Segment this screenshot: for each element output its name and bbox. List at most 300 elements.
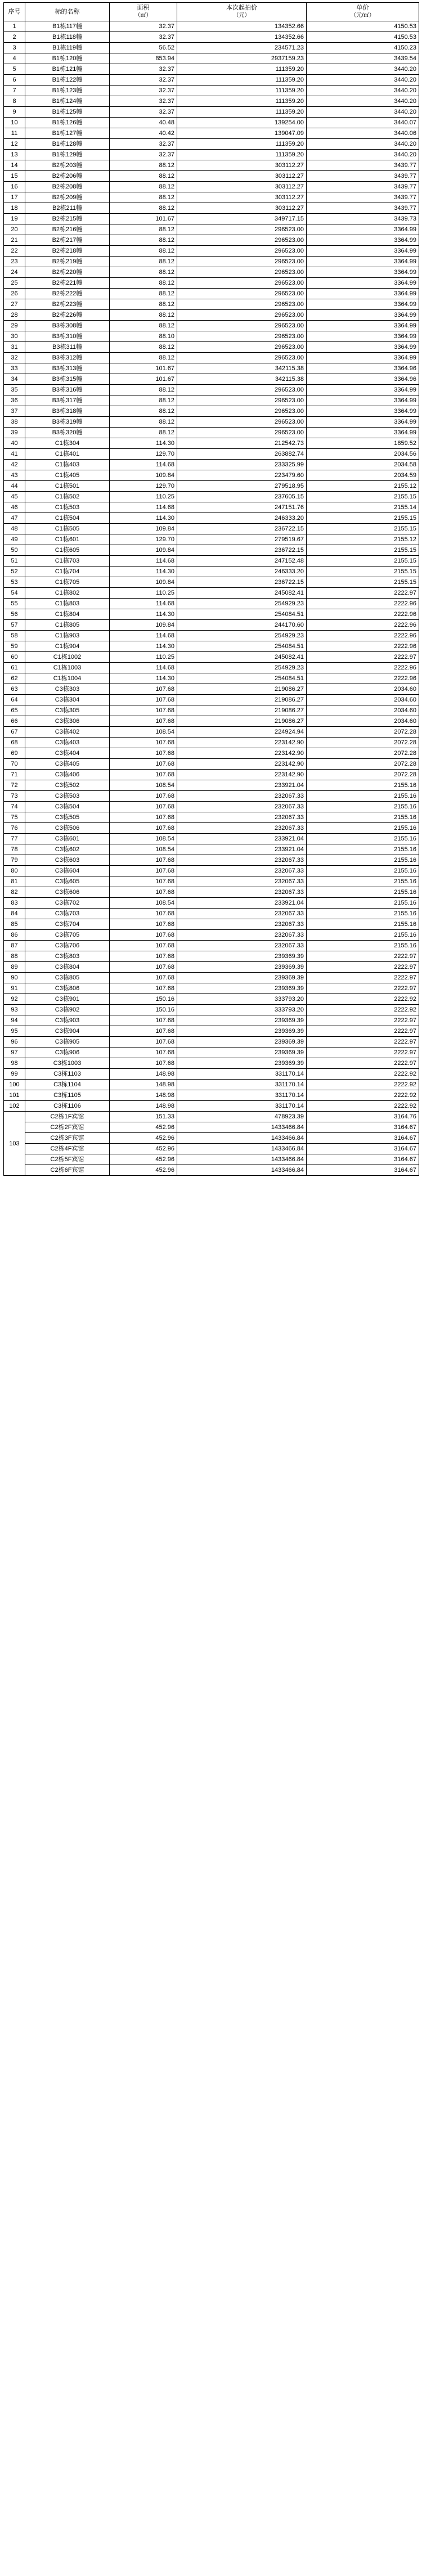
cell-starting-price: 111359.20 bbox=[177, 107, 307, 118]
table-row bbox=[4, 278, 419, 289]
cell-unit-price: 2155.16 bbox=[307, 930, 419, 941]
table-row bbox=[4, 1101, 419, 1112]
cell-property-name: B1栋120幢 bbox=[25, 53, 110, 64]
cell-property-name: C1栋601 bbox=[25, 534, 110, 545]
table-row bbox=[4, 844, 419, 855]
cell-index: 73 bbox=[4, 791, 25, 802]
cell-property-name: B1栋129幢 bbox=[25, 150, 110, 160]
cell-unit-price: 2222.97 bbox=[307, 1026, 419, 1037]
cell-index: 59 bbox=[4, 641, 25, 652]
cell-unit-price: 2222.96 bbox=[307, 609, 419, 620]
cell-index: 27 bbox=[4, 299, 25, 310]
cell-unit-price: 3440.20 bbox=[307, 107, 419, 118]
header-sub-starting-price: （元） bbox=[233, 12, 250, 19]
table-row bbox=[4, 812, 419, 823]
cell-unit-price: 3440.07 bbox=[307, 118, 419, 128]
cell-area: 114.68 bbox=[110, 631, 177, 641]
table-row bbox=[4, 909, 419, 919]
header-main-name: 标的名称 bbox=[55, 8, 80, 15]
cell-property-name: C3栋703 bbox=[25, 909, 110, 919]
cell-starting-price: 219086.27 bbox=[177, 716, 307, 727]
cell-index: 23 bbox=[4, 257, 25, 267]
cell-property-name: C2栋1F宾馆 bbox=[25, 1112, 110, 1122]
cell-starting-price: 245082.41 bbox=[177, 588, 307, 599]
cell-unit-price: 3364.99 bbox=[307, 406, 419, 417]
cell-starting-price: 303112.27 bbox=[177, 182, 307, 192]
cell-area: 129.70 bbox=[110, 481, 177, 492]
cell-index: 100 bbox=[4, 1080, 25, 1090]
cell-starting-price: 296523.00 bbox=[177, 385, 307, 395]
cell-unit-price: 2072.28 bbox=[307, 770, 419, 780]
table-row bbox=[4, 983, 419, 994]
table-row bbox=[4, 631, 419, 641]
cell-area: 114.68 bbox=[110, 599, 177, 609]
cell-property-name: C2栋4F宾馆 bbox=[25, 1144, 110, 1154]
header-main-index: 序号 bbox=[8, 8, 21, 15]
cell-area: 40.42 bbox=[110, 128, 177, 139]
column-header-unit-price bbox=[307, 3, 419, 21]
cell-unit-price: 2155.15 bbox=[307, 513, 419, 524]
cell-property-name: B1栋117幢 bbox=[25, 21, 110, 32]
cell-property-name: B1栋124幢 bbox=[25, 96, 110, 107]
table-row bbox=[4, 802, 419, 812]
cell-starting-price: 111359.20 bbox=[177, 139, 307, 150]
cell-property-name: C1栋401 bbox=[25, 449, 110, 460]
cell-property-name: B1栋128幢 bbox=[25, 139, 110, 150]
cell-unit-price: 2155.14 bbox=[307, 502, 419, 513]
cell-area: 107.68 bbox=[110, 1058, 177, 1069]
cell-starting-price: 254084.51 bbox=[177, 641, 307, 652]
cell-starting-price: 236722.15 bbox=[177, 577, 307, 588]
cell-property-name: B2栋218幢 bbox=[25, 246, 110, 257]
cell-area: 109.84 bbox=[110, 524, 177, 534]
cell-area: 88.12 bbox=[110, 160, 177, 171]
table-row bbox=[4, 32, 419, 43]
cell-index: 38 bbox=[4, 417, 25, 428]
cell-property-name: C1栋501 bbox=[25, 481, 110, 492]
cell-starting-price: 296523.00 bbox=[177, 235, 307, 246]
cell-index: 19 bbox=[4, 214, 25, 224]
cell-property-name: B3栋308幢 bbox=[25, 321, 110, 331]
table-row bbox=[4, 1037, 419, 1048]
cell-unit-price: 2222.92 bbox=[307, 1080, 419, 1090]
cell-property-name: B1栋118幢 bbox=[25, 32, 110, 43]
cell-property-name: C1栋903 bbox=[25, 631, 110, 641]
cell-unit-price: 3364.99 bbox=[307, 299, 419, 310]
cell-area: 101.67 bbox=[110, 214, 177, 224]
cell-property-name: B1栋121幢 bbox=[25, 64, 110, 75]
table-row bbox=[4, 1080, 419, 1090]
cell-index: 62 bbox=[4, 673, 25, 684]
cell-unit-price: 3164.67 bbox=[307, 1122, 419, 1133]
cell-area: 109.84 bbox=[110, 620, 177, 631]
cell-area: 32.37 bbox=[110, 75, 177, 86]
cell-area: 88.12 bbox=[110, 342, 177, 353]
cell-unit-price: 2222.92 bbox=[307, 1090, 419, 1101]
cell-starting-price: 111359.20 bbox=[177, 64, 307, 75]
cell-starting-price: 223142.90 bbox=[177, 738, 307, 748]
cell-starting-price: 296523.00 bbox=[177, 353, 307, 363]
cell-property-name: C1栋703 bbox=[25, 556, 110, 567]
cell-unit-price: 4150.53 bbox=[307, 32, 419, 43]
table-row bbox=[4, 1090, 419, 1101]
table-row bbox=[4, 310, 419, 321]
cell-index: 103 bbox=[4, 1112, 25, 1176]
cell-starting-price: 246333.20 bbox=[177, 513, 307, 524]
cell-index: 67 bbox=[4, 727, 25, 738]
cell-property-name: C3栋506 bbox=[25, 823, 110, 834]
cell-unit-price: 2155.16 bbox=[307, 802, 419, 812]
table-row bbox=[4, 460, 419, 470]
cell-property-name: B2栋206幢 bbox=[25, 171, 110, 182]
cell-area: 88.12 bbox=[110, 224, 177, 235]
table-row bbox=[4, 823, 419, 834]
cell-unit-price: 2155.15 bbox=[307, 556, 419, 567]
cell-area: 107.68 bbox=[110, 919, 177, 930]
cell-property-name: B1栋127幢 bbox=[25, 128, 110, 139]
table-row bbox=[4, 1048, 419, 1058]
cell-unit-price: 2222.97 bbox=[307, 1037, 419, 1048]
cell-starting-price: 478923.39 bbox=[177, 1112, 307, 1122]
cell-area: 107.68 bbox=[110, 738, 177, 748]
cell-index: 72 bbox=[4, 780, 25, 791]
table-row bbox=[4, 780, 419, 791]
cell-starting-price: 239369.39 bbox=[177, 951, 307, 962]
cell-unit-price: 2034.60 bbox=[307, 705, 419, 716]
cell-property-name: C2栋5F宾馆 bbox=[25, 1154, 110, 1165]
cell-property-name: C1栋802 bbox=[25, 588, 110, 599]
table-row bbox=[4, 118, 419, 128]
cell-area: 109.84 bbox=[110, 470, 177, 481]
cell-property-name: C3栋404 bbox=[25, 748, 110, 759]
cell-area: 88.12 bbox=[110, 192, 177, 203]
cell-starting-price: 236722.15 bbox=[177, 545, 307, 556]
cell-index: 61 bbox=[4, 663, 25, 673]
table-row bbox=[4, 342, 419, 353]
cell-unit-price: 2155.15 bbox=[307, 492, 419, 502]
cell-index: 54 bbox=[4, 588, 25, 599]
cell-starting-price: 234571.23 bbox=[177, 43, 307, 53]
cell-index: 4 bbox=[4, 53, 25, 64]
table-row bbox=[4, 160, 419, 171]
cell-starting-price: 263882.74 bbox=[177, 449, 307, 460]
cell-index: 11 bbox=[4, 128, 25, 139]
cell-unit-price: 3440.20 bbox=[307, 139, 419, 150]
cell-index: 36 bbox=[4, 395, 25, 406]
header-main-area: 面积 bbox=[137, 5, 150, 11]
cell-property-name: C1栋1002 bbox=[25, 652, 110, 663]
cell-unit-price: 2155.16 bbox=[307, 898, 419, 909]
cell-index: 34 bbox=[4, 374, 25, 385]
cell-property-name: C1栋1004 bbox=[25, 673, 110, 684]
cell-starting-price: 224924.94 bbox=[177, 727, 307, 738]
cell-property-name: C3栋1105 bbox=[25, 1090, 110, 1101]
table-row bbox=[4, 1133, 419, 1144]
cell-starting-price: 223142.90 bbox=[177, 748, 307, 759]
table-row bbox=[4, 353, 419, 363]
cell-area: 129.70 bbox=[110, 449, 177, 460]
cell-starting-price: 349717.15 bbox=[177, 214, 307, 224]
cell-starting-price: 296523.00 bbox=[177, 321, 307, 331]
cell-property-name: C1栋405 bbox=[25, 470, 110, 481]
header-row bbox=[4, 3, 419, 21]
table-row bbox=[4, 556, 419, 567]
cell-unit-price: 2222.97 bbox=[307, 1058, 419, 1069]
cell-starting-price: 1433466.84 bbox=[177, 1154, 307, 1165]
cell-unit-price: 3364.99 bbox=[307, 267, 419, 278]
cell-starting-price: 219086.27 bbox=[177, 695, 307, 705]
cell-unit-price: 2034.59 bbox=[307, 470, 419, 481]
cell-area: 107.68 bbox=[110, 748, 177, 759]
cell-area: 108.54 bbox=[110, 844, 177, 855]
cell-property-name: C1栋403 bbox=[25, 460, 110, 470]
table-row bbox=[4, 684, 419, 695]
cell-index: 90 bbox=[4, 973, 25, 983]
table-row bbox=[4, 1058, 419, 1069]
cell-unit-price: 2222.96 bbox=[307, 663, 419, 673]
cell-unit-price: 3439.73 bbox=[307, 214, 419, 224]
cell-property-name: B2栋208幢 bbox=[25, 182, 110, 192]
cell-starting-price: 296523.00 bbox=[177, 267, 307, 278]
cell-property-name: C1栋705 bbox=[25, 577, 110, 588]
cell-property-name: C3栋1103 bbox=[25, 1069, 110, 1080]
cell-area: 107.68 bbox=[110, 802, 177, 812]
cell-area: 107.68 bbox=[110, 759, 177, 770]
cell-property-name: B2栋209幢 bbox=[25, 192, 110, 203]
cell-area: 107.68 bbox=[110, 695, 177, 705]
table-row bbox=[4, 438, 419, 449]
cell-index: 14 bbox=[4, 160, 25, 171]
cell-unit-price: 3364.99 bbox=[307, 310, 419, 321]
cell-starting-price: 331170.14 bbox=[177, 1069, 307, 1080]
cell-starting-price: 232067.33 bbox=[177, 919, 307, 930]
cell-index: 28 bbox=[4, 310, 25, 321]
cell-property-name: B3栋320幢 bbox=[25, 428, 110, 438]
header-sub-unit-price: （元/㎡） bbox=[351, 12, 375, 19]
cell-area: 107.68 bbox=[110, 684, 177, 695]
cell-area: 88.12 bbox=[110, 353, 177, 363]
cell-unit-price: 3164.67 bbox=[307, 1144, 419, 1154]
cell-index: 102 bbox=[4, 1101, 25, 1112]
cell-index: 86 bbox=[4, 930, 25, 941]
cell-unit-price: 2222.97 bbox=[307, 588, 419, 599]
cell-starting-price: 296523.00 bbox=[177, 289, 307, 299]
cell-index: 50 bbox=[4, 545, 25, 556]
cell-starting-price: 331170.14 bbox=[177, 1080, 307, 1090]
cell-area: 88.12 bbox=[110, 278, 177, 289]
cell-property-name: C3栋402 bbox=[25, 727, 110, 738]
cell-area: 114.68 bbox=[110, 663, 177, 673]
table-row bbox=[4, 150, 419, 160]
table-row bbox=[4, 1005, 419, 1015]
cell-unit-price: 2155.16 bbox=[307, 909, 419, 919]
cell-area: 853.94 bbox=[110, 53, 177, 64]
cell-property-name: C1栋803 bbox=[25, 599, 110, 609]
cell-index: 1 bbox=[4, 21, 25, 32]
cell-index: 55 bbox=[4, 599, 25, 609]
table-row bbox=[4, 299, 419, 310]
cell-unit-price: 3164.67 bbox=[307, 1133, 419, 1144]
cell-unit-price: 3164.76 bbox=[307, 1112, 419, 1122]
cell-property-name: B2栋222幢 bbox=[25, 289, 110, 299]
cell-property-name: C3栋606 bbox=[25, 887, 110, 898]
cell-starting-price: 111359.20 bbox=[177, 150, 307, 160]
cell-property-name: B2栋211幢 bbox=[25, 203, 110, 214]
cell-property-name: C2栋6F宾馆 bbox=[25, 1165, 110, 1176]
cell-property-name: C2栋2F宾馆 bbox=[25, 1122, 110, 1133]
cell-starting-price: 232067.33 bbox=[177, 866, 307, 876]
cell-index: 41 bbox=[4, 449, 25, 460]
cell-starting-price: 245082.41 bbox=[177, 652, 307, 663]
cell-property-name: C3栋804 bbox=[25, 962, 110, 973]
table-row bbox=[4, 791, 419, 802]
cell-property-name: B3栋310幢 bbox=[25, 331, 110, 342]
table-row bbox=[4, 449, 419, 460]
cell-starting-price: 111359.20 bbox=[177, 96, 307, 107]
cell-unit-price: 2034.58 bbox=[307, 460, 419, 470]
table-row bbox=[4, 417, 419, 428]
cell-index: 47 bbox=[4, 513, 25, 524]
cell-unit-price: 2155.16 bbox=[307, 919, 419, 930]
cell-starting-price: 254929.23 bbox=[177, 631, 307, 641]
cell-index: 68 bbox=[4, 738, 25, 748]
cell-property-name: C3栋504 bbox=[25, 802, 110, 812]
cell-index: 75 bbox=[4, 812, 25, 823]
cell-starting-price: 239369.39 bbox=[177, 1058, 307, 1069]
cell-unit-price: 3439.77 bbox=[307, 182, 419, 192]
cell-starting-price: 239369.39 bbox=[177, 1048, 307, 1058]
cell-property-name: C3栋601 bbox=[25, 834, 110, 844]
cell-area: 148.98 bbox=[110, 1069, 177, 1080]
cell-area: 32.37 bbox=[110, 32, 177, 43]
cell-unit-price: 3364.96 bbox=[307, 363, 419, 374]
cell-starting-price: 232067.33 bbox=[177, 887, 307, 898]
table-row bbox=[4, 21, 419, 32]
table-row bbox=[4, 994, 419, 1005]
cell-area: 108.54 bbox=[110, 727, 177, 738]
table-row bbox=[4, 502, 419, 513]
cell-starting-price: 111359.20 bbox=[177, 86, 307, 96]
cell-area: 114.30 bbox=[110, 641, 177, 652]
table-row bbox=[4, 834, 419, 844]
column-header-starting-price bbox=[177, 3, 307, 21]
cell-unit-price: 2222.96 bbox=[307, 631, 419, 641]
cell-area: 107.68 bbox=[110, 962, 177, 973]
cell-index: 35 bbox=[4, 385, 25, 395]
cell-area: 88.12 bbox=[110, 395, 177, 406]
table-row bbox=[4, 363, 419, 374]
cell-property-name: B2栋223幢 bbox=[25, 299, 110, 310]
table-row bbox=[4, 43, 419, 53]
cell-unit-price: 3364.99 bbox=[307, 224, 419, 235]
cell-area: 107.68 bbox=[110, 1037, 177, 1048]
cell-index: 20 bbox=[4, 224, 25, 235]
cell-unit-price: 2222.96 bbox=[307, 673, 419, 684]
cell-unit-price: 2222.96 bbox=[307, 599, 419, 609]
cell-unit-price: 2155.15 bbox=[307, 567, 419, 577]
cell-property-name: C3栋905 bbox=[25, 1037, 110, 1048]
cell-index: 81 bbox=[4, 876, 25, 887]
cell-index: 2 bbox=[4, 32, 25, 43]
table-row bbox=[4, 406, 419, 417]
cell-index: 43 bbox=[4, 470, 25, 481]
cell-unit-price: 3164.67 bbox=[307, 1165, 419, 1176]
cell-unit-price: 4150.23 bbox=[307, 43, 419, 53]
cell-starting-price: 244170.60 bbox=[177, 620, 307, 631]
cell-area: 108.54 bbox=[110, 780, 177, 791]
cell-property-name: B2栋215幢 bbox=[25, 214, 110, 224]
header-sub-area: （㎡） bbox=[134, 12, 152, 19]
cell-starting-price: 296523.00 bbox=[177, 417, 307, 428]
cell-property-name: B3栋312幢 bbox=[25, 353, 110, 363]
cell-area: 88.12 bbox=[110, 310, 177, 321]
cell-unit-price: 2222.97 bbox=[307, 1048, 419, 1058]
cell-property-name: C3栋705 bbox=[25, 930, 110, 941]
cell-index: 10 bbox=[4, 118, 25, 128]
table-body bbox=[4, 21, 419, 1176]
cell-property-name: C1栋805 bbox=[25, 620, 110, 631]
cell-starting-price: 239369.39 bbox=[177, 962, 307, 973]
cell-unit-price: 3439.77 bbox=[307, 171, 419, 182]
cell-area: 452.96 bbox=[110, 1122, 177, 1133]
cell-starting-price: 296523.00 bbox=[177, 310, 307, 321]
cell-index: 96 bbox=[4, 1037, 25, 1048]
cell-property-name: C1栋804 bbox=[25, 609, 110, 620]
cell-index: 45 bbox=[4, 492, 25, 502]
cell-property-name: C1栋704 bbox=[25, 567, 110, 577]
cell-property-name: C3栋805 bbox=[25, 973, 110, 983]
cell-property-name: C3栋303 bbox=[25, 684, 110, 695]
cell-starting-price: 239369.39 bbox=[177, 1026, 307, 1037]
cell-index: 76 bbox=[4, 823, 25, 834]
cell-unit-price: 2222.97 bbox=[307, 962, 419, 973]
cell-area: 107.68 bbox=[110, 1048, 177, 1058]
cell-area: 114.30 bbox=[110, 567, 177, 577]
cell-index: 91 bbox=[4, 983, 25, 994]
cell-starting-price: 296523.00 bbox=[177, 342, 307, 353]
cell-starting-price: 233921.04 bbox=[177, 898, 307, 909]
cell-index: 83 bbox=[4, 898, 25, 909]
cell-index: 3 bbox=[4, 43, 25, 53]
cell-property-name: C3栋702 bbox=[25, 898, 110, 909]
cell-unit-price: 2072.28 bbox=[307, 748, 419, 759]
header-main-unit-price: 单价 bbox=[356, 5, 369, 11]
cell-unit-price: 2222.97 bbox=[307, 983, 419, 994]
table-row bbox=[4, 53, 419, 64]
table-row bbox=[4, 545, 419, 556]
cell-unit-price: 3364.99 bbox=[307, 395, 419, 406]
cell-property-name: C3栋1104 bbox=[25, 1080, 110, 1090]
cell-starting-price: 232067.33 bbox=[177, 812, 307, 823]
cell-area: 107.68 bbox=[110, 705, 177, 716]
cell-starting-price: 223142.90 bbox=[177, 759, 307, 770]
cell-starting-price: 331170.14 bbox=[177, 1090, 307, 1101]
table-row bbox=[4, 267, 419, 278]
table-row bbox=[4, 1015, 419, 1026]
cell-property-name: C3栋704 bbox=[25, 919, 110, 930]
cell-area: 88.12 bbox=[110, 171, 177, 182]
cell-unit-price: 3440.06 bbox=[307, 128, 419, 139]
cell-index: 65 bbox=[4, 705, 25, 716]
cell-index: 26 bbox=[4, 289, 25, 299]
cell-unit-price: 3364.99 bbox=[307, 278, 419, 289]
cell-index: 53 bbox=[4, 577, 25, 588]
table-row bbox=[4, 1069, 419, 1080]
cell-index: 80 bbox=[4, 866, 25, 876]
cell-index: 95 bbox=[4, 1026, 25, 1037]
cell-property-name: B2栋220幢 bbox=[25, 267, 110, 278]
cell-property-name: C3栋1003 bbox=[25, 1058, 110, 1069]
